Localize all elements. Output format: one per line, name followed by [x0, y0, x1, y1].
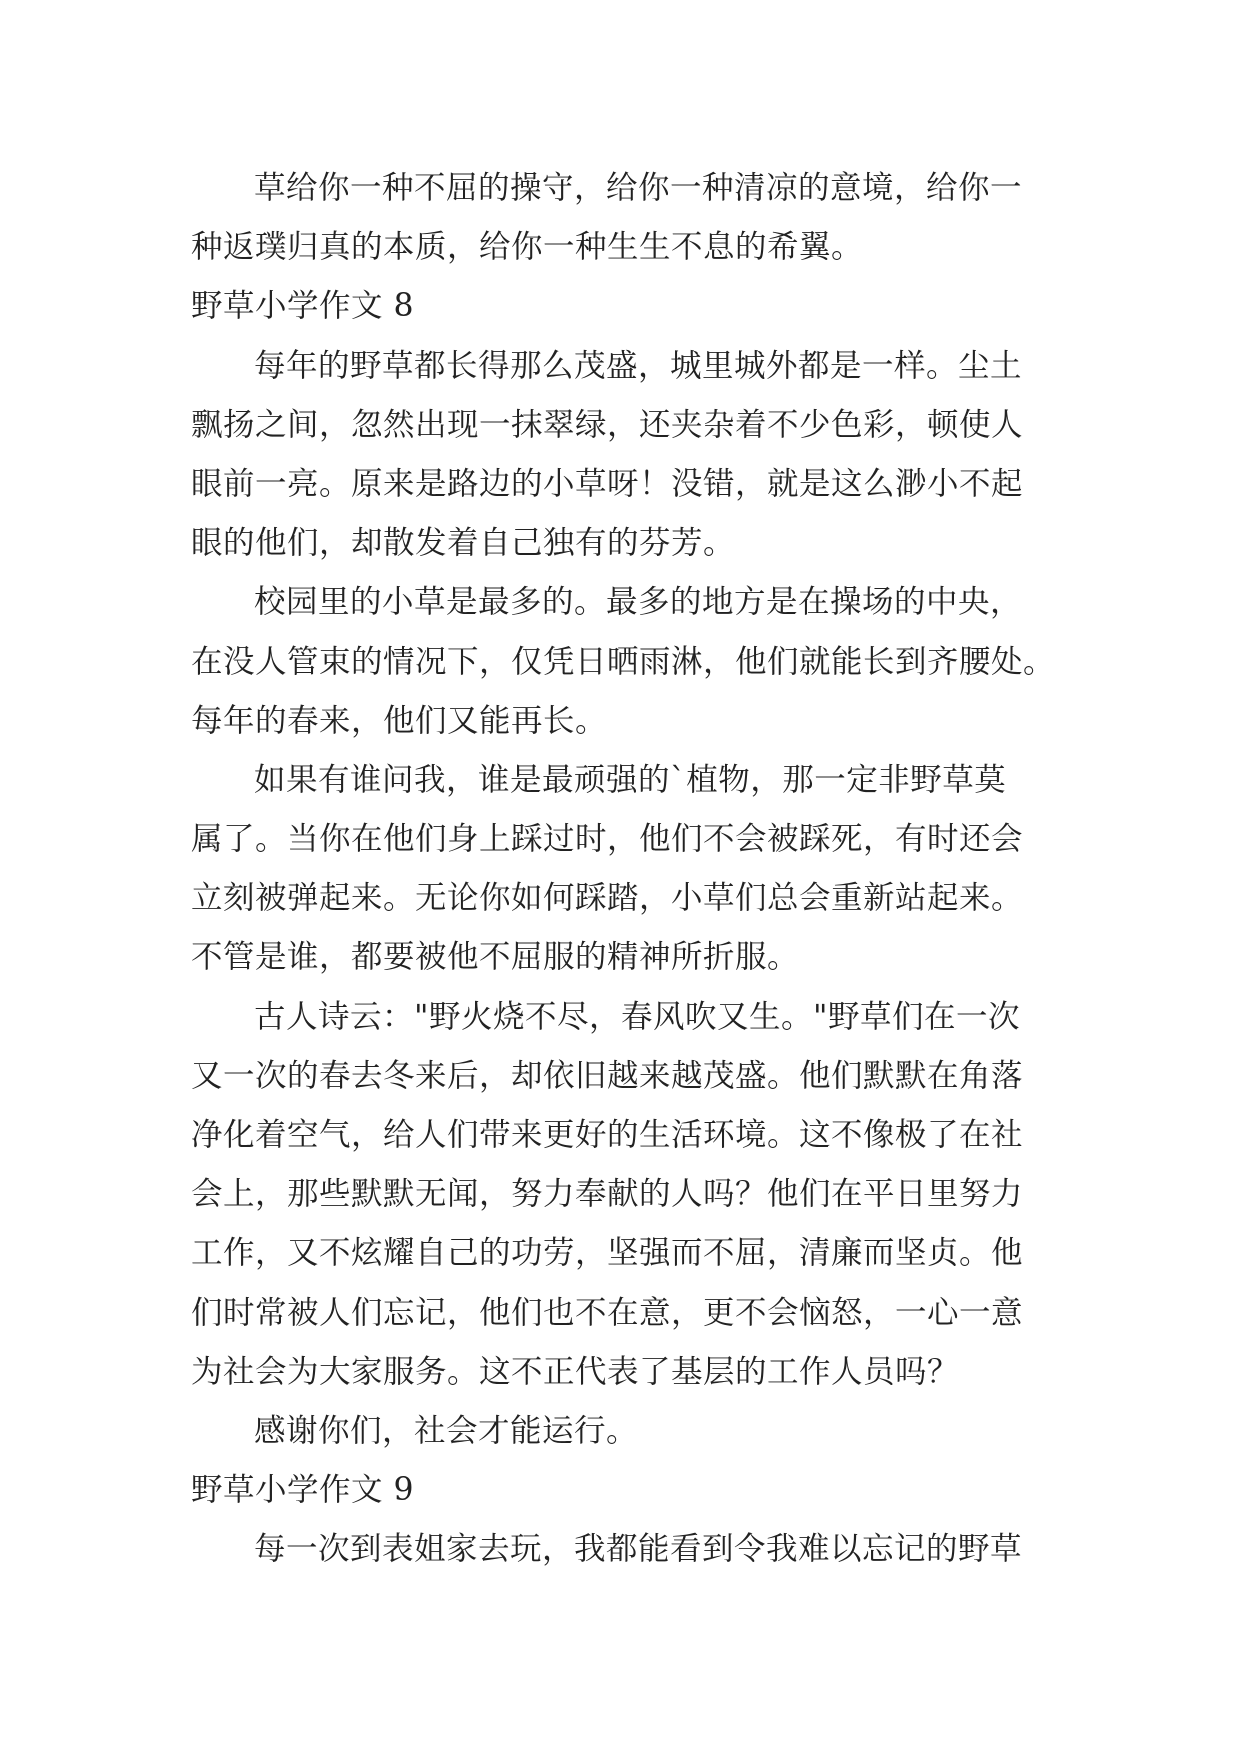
paragraph-line: 净化着空气，给人们带来更好的生活环境。这不像极了在社: [191, 1117, 1024, 1153]
paragraph-line: 们时常被人们忘记，他们也不在意，更不会恼怒，一心一意: [191, 1294, 1024, 1331]
paragraph-line: 工作，又不炫耀自己的功劳，坚强而不屈，清廉而坚贞。他: [191, 1235, 1024, 1272]
paragraph-line: 眼的他们，却散发着自己独有的芬芳。: [191, 525, 736, 562]
paragraph-line: 草给你一种不屈的操守，给你一种清凉的意境，给你一: [254, 170, 1023, 206]
paragraph-line: 每年的野草都长得那么茂盛，城里城外都是一样。尘土: [254, 347, 1023, 384]
paragraph-line: 古人诗云："野火烧不尽，春风吹又生。"野草们在一次: [254, 998, 1020, 1035]
section-heading: 野草小学作文 8: [191, 288, 415, 325]
paragraph-line: 每年的春来，他们又能再长。: [191, 702, 608, 739]
paragraph-line: 为社会为大家服务。这不正代表了基层的工作人员吗？: [191, 1353, 960, 1390]
paragraph-line: 会上，那些默默无闻，努力奉献的人吗？他们在平日里努力: [191, 1176, 1024, 1213]
document-body: [191, 159, 1071, 1580]
paragraph-line: 在没人管束的情况下，仅凭日晒雨淋，他们就能长到齐腰处。: [191, 643, 1056, 680]
paragraph-line: 每一次到表姐家去玩，我都能看到令我难以忘记的野草: [254, 1531, 1023, 1568]
paragraph-line: 立刻被弹起来。无论你如何踩踏，小草们总会重新站起来。: [191, 880, 1024, 917]
paragraph-line: 眼前一亮。原来是路边的小草呀！没错，就是这么渺小不起: [191, 465, 1024, 502]
paragraph-line: 校园里的小草是最多的。最多的地方是在操场的中央，: [254, 584, 1023, 621]
paragraph-line: 种返璞归真的本质，给你一种生生不息的希翼。: [191, 229, 864, 266]
section-heading: 野草小学作文 9: [191, 1472, 415, 1509]
paragraph-line: 又一次的春去冬来后，却依旧越来越茂盛。他们默默在角落: [191, 1057, 1024, 1094]
paragraph-line: 飘扬之间，忽然出现一抹翠绿，还夹杂着不少色彩，顿使人: [191, 406, 1024, 443]
paragraph-line: 如果有谁问我，谁是最顽强的`植物，那一定非野草莫: [254, 761, 1007, 798]
paragraph-line: 感谢你们，社会才能运行。: [254, 1412, 639, 1449]
paragraph-line: 不管是谁，都要被他不屈服的精神所折服。: [191, 939, 800, 976]
paragraph-line: 属了。当你在他们身上踩过时，他们不会被踩死，有时还会: [191, 821, 1024, 858]
